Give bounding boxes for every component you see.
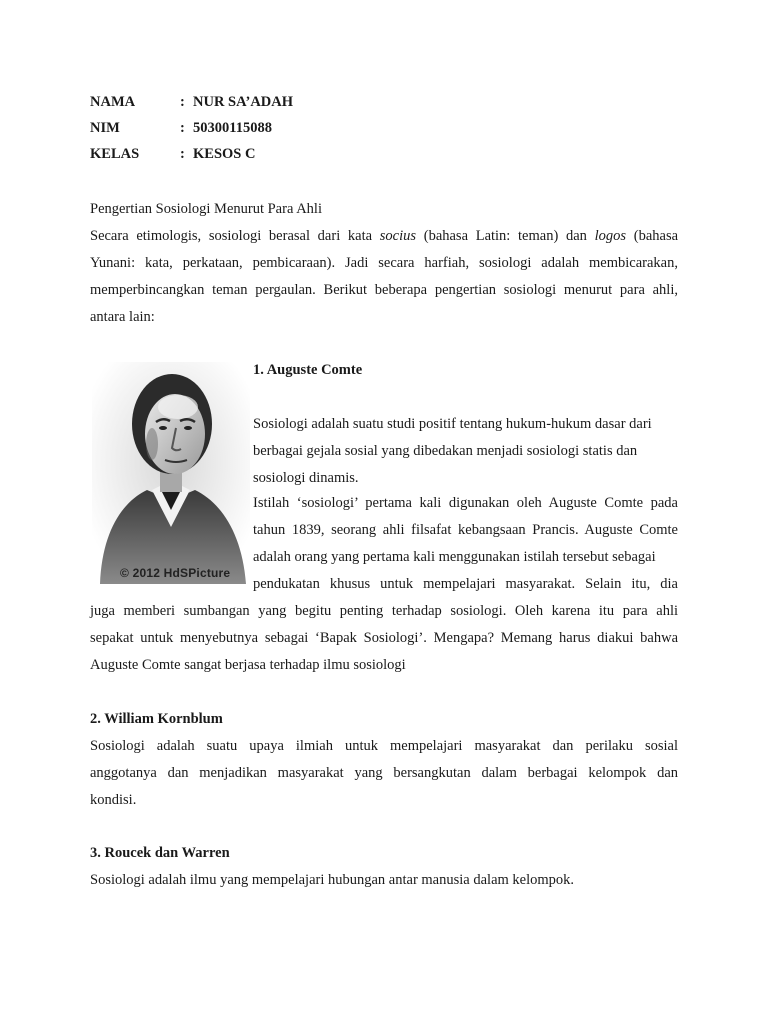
section-2-title: 2. William Kornblum [90,711,223,727]
document-heading: Pengertian Sosiologi Menurut Para Ahli [90,201,322,217]
section-1-p2-line: tahun 1839, seorang ahli filsafat kebangsaan Prancis. Auguste Comte [253,522,678,538]
identity-value: KESOS C [193,146,256,162]
section-2-line: anggotanya dan menjadikan masyarakat yang bersangkutan dalam berbagai kelompok dan [90,765,678,781]
identity-value: 50300115088 [193,120,272,136]
section-2-line: Sosiologi adalah suatu upaya ilmiah untuk mempelajari masyarakat dan perilaku sosial [90,738,678,754]
section-1-p2-line: Istilah ‘sosiologi’ pertama kali digunakan oleh Auguste Comte pada [253,495,678,511]
identity-colon: : [180,146,185,162]
intro-text: (bahasa [633,228,679,244]
intro-line-4: antara lain: [90,309,155,325]
intro-text: Secara etimologis, sosiologi berasal dari kata [90,228,373,244]
identity-label: KELAS [90,146,140,162]
section-1-p2-line: sepakat untuk menyebutnya sebagai ‘Bapak Sosiologi’. Mengapa? Memang harus diakui bahwa [90,630,678,646]
portrait-illustration [92,362,250,584]
section-3-line: Sosiologi adalah ilmu yang mempelajari hubungan antar manusia dalam kelompok. [90,872,575,888]
intro-line-3: memperbincangkan teman pergaulan. Berikut beberapa pengertian sosiologi menurut para ahli, [90,282,678,298]
section-1-p1-line: berbagai gejala sosial yang dibedakan menjadi sosiologi statis dan [253,443,638,459]
section-1-p2-line: Auguste Comte sangat berjasa terhadap ilmu sosiologi [90,657,406,673]
term-socius: socius [379,228,417,244]
identity-colon: : [180,120,185,136]
section-1-p2-line: adalah orang yang pertama kali menggunakan istilah tersebut sebagai [253,549,656,565]
identity-value: NUR SA’ADAH [193,94,294,110]
section-2-line: kondisi. [90,792,137,808]
section-1-p2-line: juga memberi sumbangan yang begitu penting terhadap sosiologi. Oleh karena itu para ahli [90,603,678,619]
section-1-p2-line: pendukatan khusus untuk mempelajari masyarakat. Selain itu, dia [253,576,678,592]
term-logos: logos [594,228,627,244]
section-1-p1-line: Sosiologi adalah suatu studi positif tentang hukum-hukum dasar dari [253,416,652,432]
intro-line-1 [90,228,678,245]
image-watermark: © 2012 HdSPicture [120,566,231,580]
portrait-image [92,362,250,584]
section-1-p1-line: sosiologi dinamis. [253,470,359,486]
identity-colon: : [180,94,185,110]
identity-label: NIM [90,120,120,136]
identity-label: NAMA [90,94,136,110]
intro-text: (bahasa Latin: teman) dan [423,228,587,244]
intro-line-2: Yunani: kata, perkataan, pembicaraan). Jadi secara harfiah, sosiologi adalah membicarakan, [90,255,678,271]
section-1-title: 1. Auguste Comte [253,362,363,378]
section-3-title: 3. Roucek dan Warren [90,845,230,861]
